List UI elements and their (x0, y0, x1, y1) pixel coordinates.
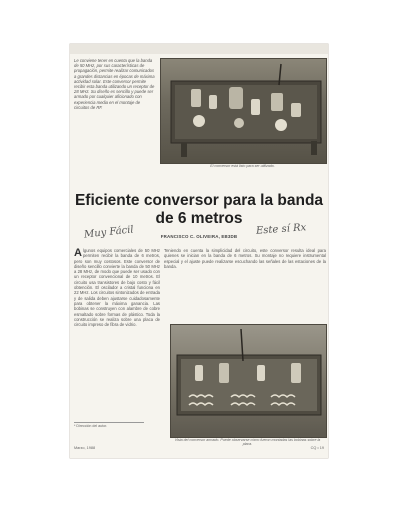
issue-date: Marzo, 1988 (74, 446, 96, 450)
photo-converter-top (160, 58, 327, 164)
handwritten-note-left: Muy Fácil (83, 224, 135, 241)
photo2-caption: Vista del conversor armado. Puede observarse cómo fueron montadas las bobinas sobre la placa. (174, 438, 321, 447)
photo-converter-coils (170, 324, 327, 438)
article-title: Eficiente conversor para la banda de 6 metros (74, 192, 324, 227)
header-bar (70, 44, 328, 54)
body-left-text: lgunos equipos comerciales de 50 MHz permiten recibir la banda de 6 metros, pero son muy costosos. Este conversor de diseño sencillo convierte la banda de 50 MHz a 28 MHz, de modo que puede ser usado con un receptor convencional de 10 metros. El circuito usa transistores de bajo costo y fácil obtención. El oscilador a cristal funciona en 22 MHz. Los circuitos sintonizados de entrada y de salida deben ajustarse cuidadosamente para obtener la máxima ganancia. Las bobinas se construyen con alambre de cobre esmaltado sobre formas de plástico. Toda la construcción se realiza sobre una placa de circuito impreso de fibra de vidrio. (74, 248, 160, 328)
drop-cap: A (74, 248, 82, 259)
page-number: CQ • 19 (310, 446, 324, 450)
magazine-page (70, 44, 328, 458)
handwritten-note-right: Este sí Rx (255, 222, 307, 237)
intro-text: Le conviene tener en cuenta que la banda de 50 MHz, por sus características de propagación, permite realizar comunicados a grandes distancias en épocas de máxima actividad solar. Este conversor permite recibir esta banda utilizando un receptor de 28 MHz. Su diseño es sencillo y puede ser armado por cualquier aficionado con experiencia media en el montaje de circuitos de RF. (74, 58, 155, 110)
body-text-left (74, 248, 160, 438)
article-author: FRANCISCO C. OLIVEIRA, EB3DB (160, 234, 238, 239)
body-text-right: Teniendo en cuenta la simplicidad del circuito, este conversor resulta ideal para quienes se inician en la banda de 6 metros. Su montaje no requiere instrumental especial y el ajuste puede realizarse escuchando las señales de las estaciones de la banda. (164, 248, 326, 269)
footnote: * Dirección del autor. (74, 422, 144, 428)
photo1-caption: El conversor está listo para ser utilizado. (210, 164, 275, 168)
